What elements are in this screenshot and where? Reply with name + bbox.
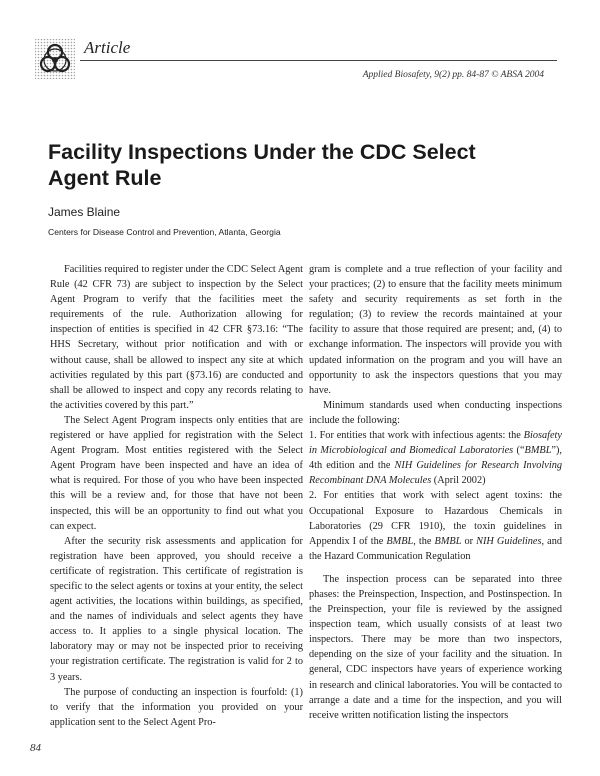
left-column: [50, 262, 303, 730]
list-text: 2. For entities that work with select agent toxins: the Occupational Exposure to Hazardous Chemicals in Laboratories (29 CFR 1910), the toxin guidelines in Appendix I of the: [309, 490, 562, 547]
citation-title: NIH Guidelines: [476, 535, 542, 547]
citation-title: BMBL: [386, 535, 414, 547]
paragraph: gram is complete and a true reflection of your facility and your practices; (2) to ensure that the facility meets minimum safety and security requirements as set forth in the regulation; (3) to review the records maintained at your facility to assure that those required are present; and, (4) to exchange information. The inspectors will provide you with updated information on the program and you will have an opportunity to ask the inspectors questions that you may have.: [309, 264, 562, 396]
list-text: or: [461, 535, 477, 547]
list-text: , and the Hazard Communication Regulation: [309, 535, 563, 562]
paragraph: The purpose of conducting an inspection is fourfold: (1) to verify that the information you provided on your application sent to the Select Agent Pro-: [50, 686, 303, 728]
author-name: James Blaine: [48, 205, 121, 219]
list-text: (April 2002): [431, 475, 486, 487]
section-label: Article: [84, 38, 131, 57]
paragraph: After the security risk assessments and application for registration have been approved, you should receive a certificate of registration. This certificate of registration is specific to the select agents or toxins at your entity, the select agent activities, the locations within buildings, as specified, and the names of individuals and select agents they have access to. It applies to a single physical location. The laboratory may or may not be inspected prior to receiving your registration certificate. The registration is valid for 2 to 3 years.: [50, 535, 303, 683]
list-text: , the: [413, 535, 435, 547]
biohazard-logo-icon: [34, 38, 76, 80]
list-item: [309, 488, 562, 563]
list-text: 1. For entities that work with infectious agents: the: [309, 430, 524, 442]
paragraph: The inspection process can be separated into three phases: the Preinspection, Inspection, and Postinspection. In the Preinspection, your file is reviewed by the assigned inspection team, which usually consists of at least two inspectors. There may be more than two inspectors, depending on the size of your facility and the situation. In general, CDC inspectors have years of experience working in research and clinical laboratories. You will be contacted to arrange a date and a time for the inspection, and you will receive written notification listing the inspectors: [309, 573, 562, 721]
list-text: (“: [513, 445, 525, 457]
journal-citation: Applied Biosafety, 9(2) pp. 84-87 © ABSA 2004: [362, 70, 544, 80]
citation-title: Biosafety in Microbiological and Biomedical Laboratories: [309, 430, 562, 457]
citation-title: BMBL: [524, 445, 552, 457]
citation-title: BMBL: [434, 535, 462, 547]
article-title: Facility Inspections Under the CDC Select Agent Rule: [48, 140, 476, 190]
list-text: ”), 4th edition and the: [309, 445, 562, 472]
header-rule: [80, 60, 557, 61]
page-number: 84: [30, 742, 41, 754]
paragraph: Facilities required to register under the CDC Select Agent Rule (42 CFR 73) are subject to inspection by the Select Agent Program to verify that the facilities meet the requirements of the rule. Authorization allowing for inspection of entities is specified in 42 CFR §73.16: “The HHS Secretary, without prior notification and with or without cause, shall be allowed to inspect any site at which activities regulated by this part (§73.16) are conducted and shall be allowed to inspect and copy any records relating to the activities covered by this part.”: [50, 264, 303, 411]
list-item: [309, 428, 562, 488]
paragraph: The Select Agent Program inspects only entities that are registered or have applied for registration with the Select Agent Program. Most entities registered with the Select Agent Program have been inspected and have an idea of what is required. For those of you who have been inspected this will be a review and, for those that have not been inspected, this will be an opportunity to find out what you can expect.: [50, 414, 303, 532]
author-affiliation: Centers for Disease Control and Prevention, Atlanta, Georgia: [48, 227, 281, 237]
paragraph: Minimum standards used when conducting inspections include the following:: [309, 399, 562, 426]
right-column: [309, 262, 562, 723]
citation-title: NIH Guidelines for Research Involving Recombinant DNA Molecules: [309, 460, 562, 487]
